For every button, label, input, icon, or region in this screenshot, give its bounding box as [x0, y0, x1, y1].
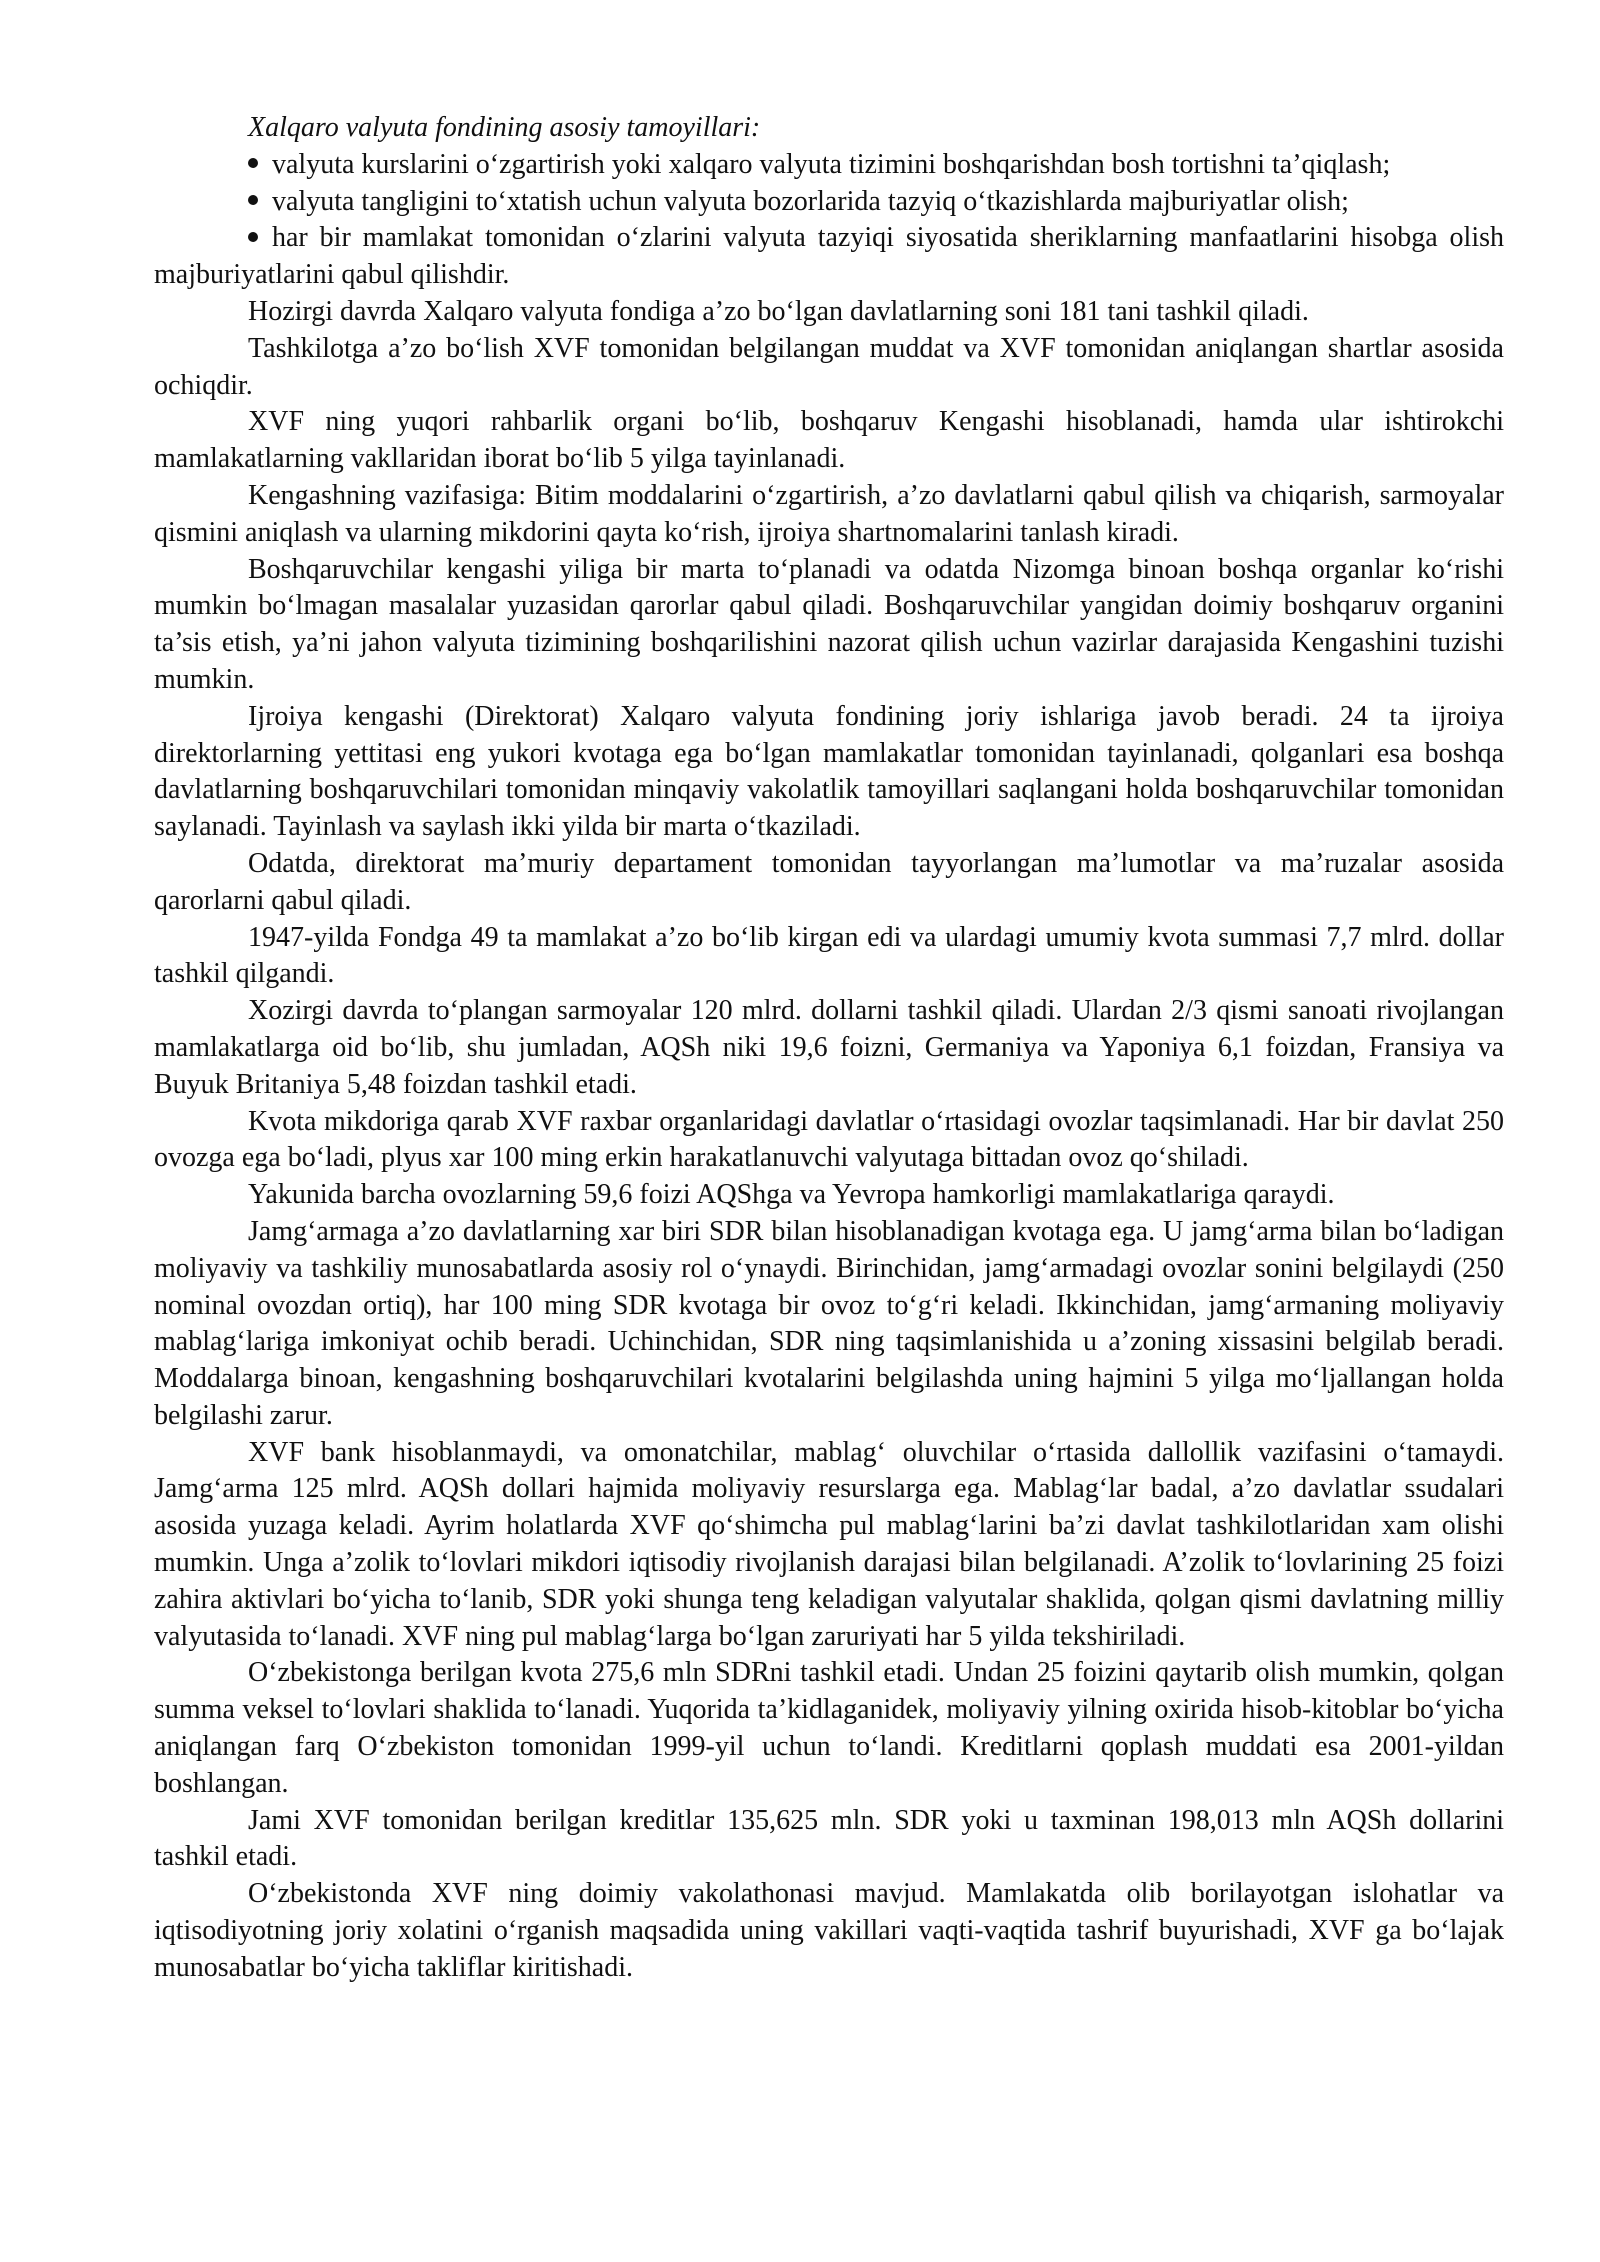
paragraph: Hozirgi davrda Xalqaro valyuta fondiga a’zo bo‘lgan davlatlarning soni 181 tani tashkil qiladi.	[248, 295, 1309, 327]
paragraph: XVF ning yuqori rahbarlik organi bo‘lib, boshqaruv Kengashi hisoblanadi, hamda ular ishtirokchi mamlakatlarning vakllaridan iborat bo‘lib 5 yilga tayinlanadi.	[154, 406, 1504, 475]
list-item	[154, 220, 1504, 294]
list-item	[154, 184, 1504, 221]
paragraph: Jami XVF tomonidan berilgan kreditlar 135,625 mln. SDR yoki u taxminan 198,013 mln AQSh dollarini tashkil etadi.	[154, 1804, 1504, 1873]
document-page	[154, 110, 1504, 1987]
bullet-icon	[248, 232, 258, 242]
paragraph: Odatda, direktorat ma’muriy departament tomonidan tayyorlangan ma’lumotlar va ma’ruzalar asosida qarorlarni qabul qiladi.	[154, 847, 1504, 916]
paragraph: Kvota mikdoriga qarab XVF raxbar organlaridagi davlatlar o‘rtasidagi ovozlar taqsimlanadi. Har bir davlat 250 ovozga ega bo‘ladi, plyus xar 100 ming erkin harakatlanuvchi valyutaga bittadan ovoz qo‘shiladi.	[154, 1105, 1504, 1174]
list-item-text: har bir mamlakat tomonidan o‘zlarini valyuta tazyiqi siyosatida sheriklarning manfaatlarini hisobga olish majburiyatlarini qabul qilishdir.	[154, 222, 1504, 291]
bullet-icon	[248, 195, 258, 205]
paragraph: O‘zbekistonda XVF ning doimiy vakolathonasi mavjud. Mamlakatda olib borilayotgan islohatlar va iqtisodiyotning joriy xolatini o‘rganish maqsadida uning vakillari vaqti-vaqtida tashrif buyurishadi, XVF ga bo‘lajak munosabatlar bo‘yicha takliflar kiritishadi.	[154, 1878, 1504, 1983]
paragraph: O‘zbekistonga berilgan kvota 275,6 mln SDRni tashkil etadi. Undan 25 foizini qaytarib olish mumkin, qolgan summa veksel to‘lovlari shaklida to‘lanadi. Yuqorida ta’kidlaganidek, moliyaviy yilning oxirida hisob-kitoblar bo‘yicha aniqlangan farq O‘zbekiston tomonidan 1999-yil uchun to‘landi. Kreditlarni qoplash muddati esa 2001-yildan boshlangan.	[154, 1657, 1504, 1799]
paragraph: 1947-yilda Fondga 49 ta mamlakat a’zo bo‘lib kirgan edi va ulardagi umumiy kvota summasi 7,7 mlrd. dollar tashkil qilgandi.	[154, 921, 1504, 990]
paragraph: Ijroiya kengashi (Direktorat) Xalqaro valyuta fondining joriy ishlariga javob beradi. 24 ta ijroiya direktorlarning yettitasi eng yukori kvotaga ega bo‘lgan mamlakatlar tomonidan tayinlanadi, qolganlari esa boshqa davlatlarning boshqaruvchilari tomonidan minqaviy vakolatlik tamoyillari saqlangani holda boshqaruvchilar tomonidan saylanadi. Tayinlash va saylash ikki yilda bir marta o‘tkaziladi.	[154, 700, 1504, 843]
paragraph: Boshqaruvchilar kengashi yiliga bir marta to‘planadi va odatda Nizomga binoan boshqa organlar ko‘rishi mumkin bo‘lmagan masalalar yuzasidan qarorlar qabul qiladi. Boshqaruvchilar yangidan doimiy boshqaruv organini ta’sis etish, ya’ni jahon valyuta tizimining boshqarilishini nazorat qilish uchun vazirlar darajasida Kengashini tuzishi mumkin.	[154, 553, 1504, 695]
paragraph: Kengashning vazifasiga: Bitim moddalarini o‘zgartirish, a’zo davlatlarni qabul qilish va chiqarish, sarmoyalar qismini aniqlash va ularning mikdorini qayta ko‘rish, ijroiya shartnomalarini tanlash kiradi.	[154, 479, 1504, 548]
paragraph: Jamg‘armaga a’zo davlatlarning xar biri SDR bilan hisoblanadigan kvotaga ega. U jamg‘arma bilan bo‘ladigan moliyaviy va tashkiliy munosabatlarda asosiy rol o‘ynaydi. Birinchidan, jamg‘armadagi ovozlar sonini belgilaydi (250 nominal ovozdan ortiq), har 100 ming SDR kvotaga bir ovoz to‘g‘ri keladi. Ikkinchidan, jamg‘armaning moliyaviy mablag‘lariga imkoniyat ochib beradi. Uchinchidan, SDR ning taqsimlanishida u a’zoning xissasini belgilab beradi. Moddalarga binoan, kengashning boshqaruvchilari kvotalarini belgilashda uning hajmini 5 yilga mo‘ljallangan holda belgilashi zarur.	[154, 1215, 1504, 1431]
list-item-text: valyuta tangligini to‘xtatish uchun valyuta bozorlarida tazyiq o‘tkazishlarda majburiyatlar olish;	[272, 185, 1349, 217]
list-item	[154, 147, 1504, 184]
section-heading: Xalqaro valyuta fondining asosiy tamoyillari:	[248, 112, 761, 143]
bullet-icon	[248, 158, 258, 168]
paragraph: Yakunida barcha ovozlarning 59,6 foizi AQShga va Yevropa hamkorligi mamlakatlariga qaraydi.	[248, 1179, 1335, 1211]
list-item-text: valyuta kurslarini o‘zgartirish yoki xalqaro valyuta tizimini boshqarishdan bosh tortishni ta’qiqlash;	[272, 148, 1391, 180]
paragraph: XVF bank hisoblanmaydi, va omonatchilar, mablag‘ oluvchilar o‘rtasida dallollik vazifasini o‘tamaydi. Jamg‘arma 125 mlrd. AQSh dollari hajmida moliyaviy resurslarga ega. Mablag‘lar badal, a’zo davlatlar ssudalari asosida yuzaga keladi. Ayrim holatlarda XVF qo‘shimcha pul mablag‘larini ba’zi davlat tashkilotlaridan xam olishi mumkin. Unga a’zolik to‘lovlari mikdori iqtisodiy rivojlanish darajasi bilan belgilanadi. A’zolik to‘lovlarining 25 foizi zahira aktivlari bo‘yicha to‘lanib, SDR yoki shunga teng keladigan valyutalar shaklida, qolgan qismi davlatning milliy valyutasida to‘lanadi. XVF ning pul mablag‘larga bo‘lgan zaruriyati har 5 yilda tekshiriladi.	[154, 1436, 1504, 1652]
paragraph: Xozirgi davrda to‘plangan sarmoyalar 120 mlrd. dollarni tashkil qiladi. Ulardan 2/3 qismi sanoati rivojlangan mamlakatlarga oid bo‘lib, shu jumladan, AQSh niki 19,6 foizni, Germaniya va Yaponiya 6,1 foizdan, Fransiya va Buyuk Britaniya 5,48 foizdan tashkil etadi.	[154, 995, 1504, 1100]
paragraph: Tashkilotga a’zo bo‘lish XVF tomonidan belgilangan muddat va XVF tomonidan aniqlangan shartlar asosida ochiqdir.	[154, 332, 1504, 401]
principles-list	[154, 147, 1504, 294]
